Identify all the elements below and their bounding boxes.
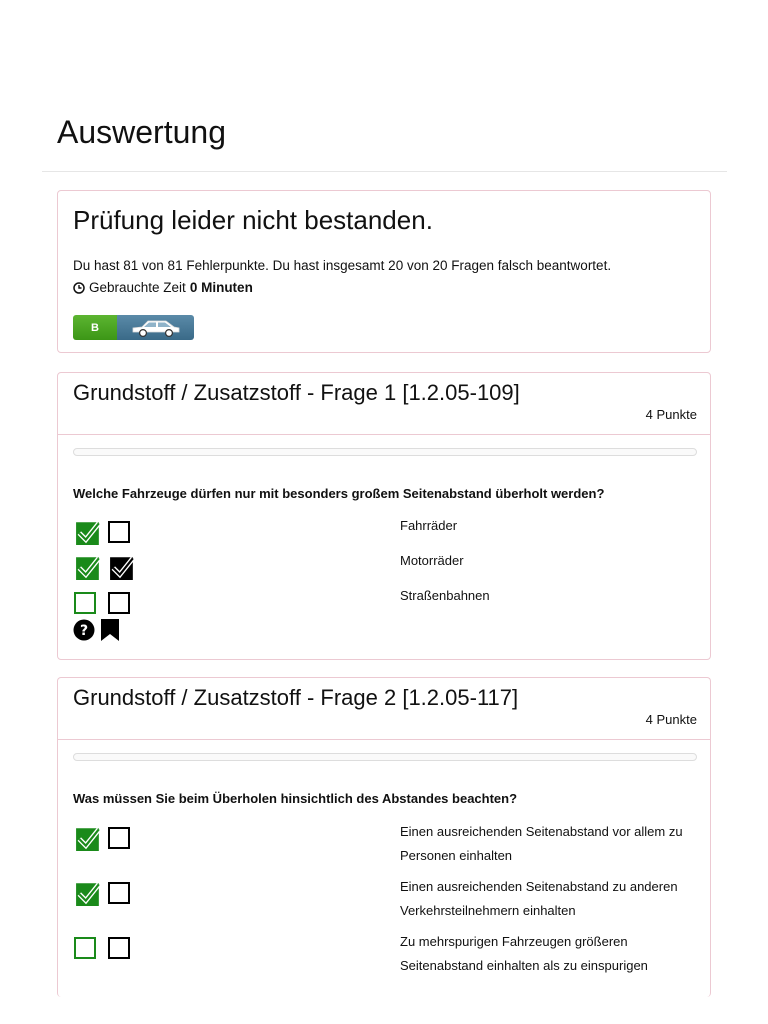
result-panel: [57, 190, 711, 353]
question-panel: [57, 677, 711, 997]
svg-text:?: ?: [79, 623, 89, 639]
question-header: [58, 678, 710, 740]
answer-label: Einen ausreichenden Seitenabstand zu anderen Verkehrsteilnehmern einhalten: [400, 879, 678, 918]
user-checkbox-unchecked: [107, 936, 131, 960]
title-divider: [42, 171, 727, 172]
answer-row: [73, 554, 697, 580]
user-checkbox-unchecked: [107, 591, 131, 615]
time-label: Gebrauchte Zeit: [89, 280, 186, 295]
answer-label: Einen ausreichenden Seitenabstand vor allem zu Personen einhalten: [400, 824, 683, 863]
answer-label: Straßenbahnen: [400, 588, 490, 603]
help-icon[interactable]: [73, 619, 95, 641]
answer-row: [73, 825, 697, 873]
question-title: Grundstoff / Zusatzstoff - Frage 2 [1.2.05-117]: [73, 685, 519, 710]
clock-icon: [73, 282, 85, 294]
question-text: Welche Fahrzeuge dürfen nur mit besonders großem Seitenabstand überholt werden?: [73, 486, 605, 501]
time-used: [73, 280, 253, 295]
question-progress-bar: [73, 753, 697, 761]
answer-row: [73, 880, 697, 928]
correct-checkbox-unchecked: [73, 591, 97, 615]
license-class-label: B: [73, 315, 117, 340]
correct-checked-icon: [73, 825, 103, 851]
question-header: [58, 373, 710, 435]
user-checkbox-unchecked: [107, 880, 131, 904]
bookmark-icon[interactable]: [100, 619, 120, 641]
correct-checked-icon: [73, 519, 103, 545]
answer-row: [73, 519, 697, 545]
result-heading: Prüfung leider nicht bestanden.: [73, 205, 433, 235]
answer-label: Fahrräder: [400, 518, 458, 533]
answer-label: Motorräder: [400, 553, 464, 568]
answer-row: [73, 936, 697, 984]
page-title: Auswertung: [57, 114, 226, 150]
correct-checkbox-unchecked: [73, 936, 97, 960]
user-checked-icon: [107, 554, 137, 580]
question-text: Was müssen Sie beim Überholen hinsichtlich des Abstandes beachten?: [73, 791, 518, 806]
car-icon: [117, 315, 194, 340]
question-title: Grundstoff / Zusatzstoff - Frage 1 [1.2.05-109]: [73, 380, 520, 405]
answer-label: Zu mehrspurigen Fahrzeugen größeren Seitenabstand einhalten als zu einspurigen: [400, 934, 648, 973]
question-points: 4 Punkte: [645, 712, 697, 727]
question-progress-bar: [73, 448, 697, 456]
correct-checked-icon: [73, 880, 103, 906]
user-checkbox-unchecked: [107, 825, 131, 849]
user-checkbox-unchecked: [107, 519, 131, 543]
question-points: 4 Punkte: [645, 407, 697, 422]
time-value: 0 Minuten: [189, 280, 253, 295]
result-summary: Du hast 81 von 81 Fehlerpunkte. Du hast insgesamt 20 von 20 Fragen falsch beantwortet.: [73, 258, 612, 273]
question-panel: [57, 372, 711, 660]
license-class-badge: [73, 315, 194, 340]
answer-row: [73, 588, 697, 617]
question-actions: [73, 619, 120, 641]
correct-checked-icon: [73, 554, 103, 580]
